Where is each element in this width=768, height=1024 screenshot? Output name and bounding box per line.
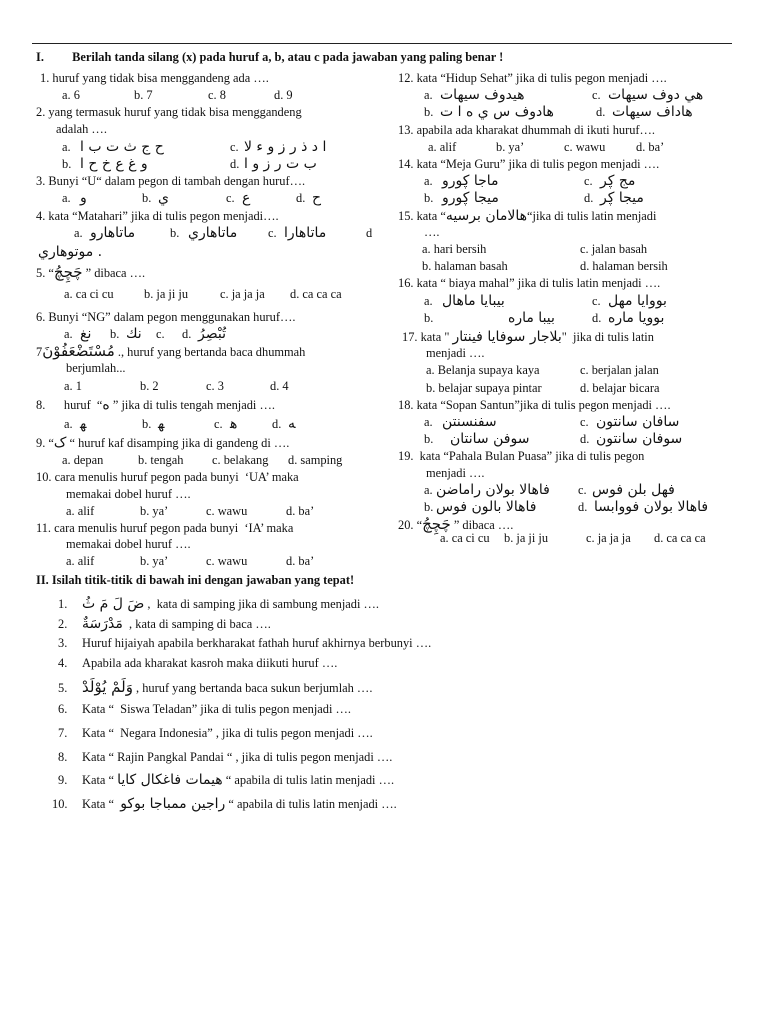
question-15 [398,208,734,275]
option-c-arabic: سافان سانتون [596,414,680,431]
option-c-label: c. [230,139,239,154]
question-7-arabic: مُسْتَضْعَفُوْنَ [42,342,115,361]
option-a-label: a. [62,191,71,206]
option-c: c. 3 [206,379,224,394]
question-20-pre: 20. “ [398,518,423,533]
option-b: b. ya’ [140,503,169,518]
question-5-pre: 5. “ [36,266,54,281]
option-d-label: d. [580,432,590,447]
question-19-text-2: menjadi …. [426,465,485,480]
option-a: a. alif [66,554,95,569]
question-15-text-2: …. [424,224,440,239]
option-a-arabic: بيبايا ماهال [442,292,505,309]
question-11-text: 11. cara menulis huruf pegon pada bunyi ‘IA’ maka [36,521,294,536]
item-text: , huruf yang bertanda baca sukun berjumlah …. [132,681,373,695]
essay-item-3 [58,636,738,656]
option-a: a. alif [66,503,95,518]
option-c: c. belakang [212,453,269,468]
option-d-label: d [366,225,373,240]
option-c-label: c. [578,482,587,497]
option-c-label: c. [592,88,601,103]
question-13 [398,122,734,155]
item-pre: Kata “ [82,773,118,787]
option-a-arabic: فاهالا بولان راماضن [436,481,550,498]
option-a: a. ca ci cu [440,531,490,546]
question-10 [36,469,376,519]
item-text: Apabila ada kharakat kasroh maka diikuti huruf …. [82,656,338,670]
option-a: a. ca ci cu [64,287,114,302]
option-a-arabic: و [80,190,87,207]
right-column [398,70,734,548]
option-b-label: b. [110,326,120,341]
option-d-arabic: ح [312,190,322,207]
option-a-label: a. [62,139,71,154]
item-number: 6. [58,702,68,716]
item-number: 8. [58,750,68,764]
option-b-label: b. [424,432,434,447]
question-17-pre: 17. kata " [402,330,453,345]
option-b: b. 7 [134,88,153,103]
item-number: 3. [58,636,68,650]
option-c: c. berjalan jalan [580,363,659,378]
item-text: Kata “ Negara Indonesia” , jika di tulis pegon menjadi …. [82,726,373,740]
option-d-arabic: سوفان سانتون [596,431,683,448]
question-13-text: 13. apabila ada kharakat dhummah di ikuti huruf…. [398,122,656,137]
question-20-arabic: چَچِچُ [422,515,451,534]
item-number: 2. [58,617,68,631]
option-c: c. wawu [564,139,606,154]
option-b: b. tengah [138,453,184,468]
option-b-arabic: فاهالا بالون فوس [436,499,537,516]
essay-item-2 [58,616,738,636]
question-7-text-2: berjumlah... [66,361,126,376]
option-d-label: d. [230,157,240,172]
option-a-label: a. [64,326,73,341]
option-b-label: b. [424,105,434,120]
option-d: d. belajar bicara [580,380,660,395]
option-d-arabic: موتوهاري . [38,244,103,261]
question-5-post: ” dibaca …. [82,266,146,281]
essay-item-10 [52,796,738,820]
left-column [36,70,376,571]
option-b-label: b. [142,191,152,206]
option-d: d. samping [288,453,343,468]
option-c-arabic: فهل بلن فوس [592,481,675,498]
option-b: b. ya’ [496,139,525,154]
item-text: Huruf hijaiyah apabila berkharakat fathah huruf akhirnya berbunyi …. [82,636,432,650]
question-11 [36,520,376,570]
option-a: a. depan [62,453,104,468]
essay-item-5 [58,678,738,702]
section-1-header [36,50,503,65]
option-d-arabic: ب ت ر ز و ا [244,156,317,173]
item-text: , kata di samping di baca …. [122,617,271,631]
essay-item-1 [58,596,738,616]
option-a-arabic: هيدوف سيهات [440,87,525,104]
option-b-arabic: ﻬ [158,415,165,432]
option-a: a. Belanja supaya kaya [426,363,540,378]
essay-item-4 [58,656,738,678]
option-d-arabic: هاداف سيهات [612,104,693,121]
option-b-label: b. [62,157,72,172]
question-2-text-2: adalah …. [56,121,107,136]
question-10-text-2: memakai dobel huruf …. [66,486,191,501]
essay-item-8 [58,750,738,772]
question-12-text: 12. kata “Hidup Sehat” jika di tulis pegon menjadi …. [398,71,667,85]
question-18-text: 18. kata “Sopan Santun”jika di tulis pegon menjadi …. [398,397,671,412]
option-c-label: c. [156,326,165,341]
option-b-arabic: ماتاهاري [188,224,238,241]
option-a: a. alif [428,139,457,154]
item-arabic: هيمات فاغكال كايا [117,772,223,788]
option-a-label: a. [64,416,73,431]
option-d-label: d. [596,105,606,120]
option-d-label: d. [182,326,192,341]
option-c-label: c. [214,416,223,431]
option-c-label: c. [580,415,589,430]
option-d-label: d. [578,500,588,515]
question-2-text: 2. yang termasuk huruf yang tidak bisa menggandeng [36,105,302,120]
option-b: b. ya’ [140,554,169,569]
question-9-pre: 9. “ [36,436,54,451]
essay-item-6 [58,702,738,726]
option-b-arabic: هادوف س ي ه ا ت [440,104,554,121]
essay-item-9 [58,772,738,796]
option-b-arabic: ي [158,190,169,207]
option-d: d. 4 [270,379,289,394]
option-d-label: d. [592,310,602,325]
question-9-post: “ huruf kaf disamping jika di gandeng di …. [66,436,290,451]
question-20-post: ” dibaca …. [450,518,514,533]
question-9 [36,435,376,468]
option-c-arabic: ماتاهارا [284,224,327,241]
option-b-arabic: نك [126,325,142,342]
question-5 [36,264,376,302]
question-19-text: 19. kata “Pahala Bulan Puasa” jika di tulis pegon [398,449,645,464]
question-3-text: 3. Bunyi “U“ dalam pegon di tambah dengan huruf…. [36,174,306,189]
option-c-arabic: ﻫ [230,415,238,432]
option-b: b. halaman basah [422,259,508,274]
option-a-label: a. [424,174,433,189]
option-d: d. ba’ [286,554,315,569]
question-16-text: 16. kata “ biaya mahal” jika di tulis latin menjadi …. [398,276,661,291]
question-2 [36,104,376,172]
option-c: c. ja ja ja [220,287,265,302]
option-b-label: b. [424,500,434,515]
top-rule [32,43,732,44]
question-15-post: “jika di tulis latin menjadi [527,208,657,223]
question-17-arabic: بلاجار سوفايا فينتار [452,329,562,346]
option-a-label: a. [424,293,433,308]
option-b-label: b. [424,310,434,325]
option-a-label: a. [424,88,433,103]
option-d: d. ca ca ca [654,531,706,546]
question-1 [36,70,376,103]
option-c-label: c. [584,174,593,189]
option-b: b. ja ji ju [504,531,549,546]
question-4-text: 4. kata “Matahari” jika di tulis pegon menjadi…. [36,208,279,223]
question-6 [36,309,376,342]
question-20 [398,516,734,546]
item-number: 7. [58,726,68,740]
question-18 [398,397,734,448]
option-d: d. halaman bersih [580,259,668,274]
question-16 [398,275,734,326]
item-number: 10. [52,797,68,811]
option-d: d. ca ca ca [290,287,342,302]
option-a-arabic: ح ج ث ت ب ا [80,138,164,155]
option-c-arabic: هي دوف سيهات [608,87,704,104]
item-text: “ apabila di tulis latin menjadi …. [222,773,395,787]
question-12 [398,70,734,121]
item-arabic: مَدْرَسَةٌ [82,616,123,632]
item-text: “ apabila di tulis latin menjadi …. [225,797,397,811]
option-c-arabic: بووايا مهل [608,292,667,309]
question-19 [398,448,734,515]
option-c-arabic: ع [242,190,251,207]
item-number: 4. [58,656,68,670]
option-d-arabic: فاهالا بولان فووابسا [594,499,709,516]
question-8-pre: 8. huruf “ [36,397,103,412]
section-1-roman: I. [36,50,44,64]
option-a-arabic: سفنسنتن [442,414,497,431]
option-a-arabic: ماجا ڮورو [442,173,499,190]
option-b-label: b. [424,191,434,206]
option-c-label: c. [268,225,277,240]
question-7 [36,343,376,395]
option-b-label: b. [142,416,152,431]
option-b-arabic: سوفن سانتان [450,431,530,448]
item-text: Kata “ Rajin Pangkal Pandai “ , jika di tulis pegon menjadi …. [82,750,393,764]
option-a: a. 1 [64,379,82,394]
option-c-arabic: مج ڮر [600,173,636,190]
option-d: d. 9 [274,88,293,103]
option-c: c. 8 [208,88,226,103]
item-number: 9. [58,773,68,787]
item-pre: Kata “ [82,797,121,811]
option-d-arabic: تُبْصِرُ [198,325,226,342]
question-17-text-2: menjadi …. [426,346,485,361]
option-a-label: a. [424,415,433,430]
question-6-text: 6. Bunyi “NG” dalam pegon menggunakan huruf…. [36,309,296,324]
option-a-arabic: ﻬ [80,415,87,432]
option-b: b. belajar supaya pintar [426,380,542,395]
option-c-label: c. [592,293,601,308]
option-b-arabic: بيبا ماره [508,309,555,326]
question-10-text: 10. cara menulis huruf pegon pada bunyi ‘UA’ maka [36,470,299,485]
item-text: , kata di samping jika di sambung menjadi …. [144,597,379,611]
option-d: d. ba’ [286,503,315,518]
item-arabic: وَلَمْ يُوْلَدْ [82,678,133,696]
option-d-label: d. [584,191,594,206]
option-a-label: a. [424,482,433,497]
question-8-arabic: ه [102,396,110,413]
question-8 [36,397,376,432]
question-15-pre: 15. kata “ [398,208,446,223]
section-1-instruction: Berilah tanda silang (x) pada huruf a, b, atau c pada jawaban yang paling benar ! [72,50,504,64]
essay-item-7 [58,726,738,750]
option-c-arabic: ا د ذ ر ز و ء لا [244,138,327,155]
question-3 [36,173,376,206]
essay-list [52,596,738,820]
option-b: b. ja ji ju [144,287,189,302]
question-11-text-2: memakai dobel huruf …. [66,537,191,552]
question-7-post: ., huruf yang bertanda baca dhummah [114,345,306,360]
option-d-arabic: ﻪ [288,415,296,432]
item-number: 1. [58,597,68,611]
option-a-label: a. [74,225,83,240]
item-text: Kata “ Siswa Teladan” jika di tulis pegon menjadi …. [82,702,352,716]
question-17 [398,329,734,396]
item-number: 5. [58,681,68,695]
option-d-label: d. [296,191,306,206]
question-17-post: " jika di tulis latin [561,330,654,345]
question-14 [398,156,734,207]
question-14-text: 14. kata “Meja Guru” jika di tulis pegon menjadi …. [398,157,660,172]
option-b-label: b. [170,225,180,240]
question-8-post: ” jika di tulis tengah menjadi …. [109,397,275,412]
question-9-arabic: ک [53,435,67,452]
question-7-pre: 7 [36,345,43,360]
option-b-arabic: و غ ع خ ح ا [80,156,148,173]
option-d: d. ba’ [636,139,665,154]
option-b-arabic: ميجا ڮورو [442,190,499,207]
option-a-arabic: نغ [80,325,92,342]
item-arabic: ضَ لَ مَ ثُ [82,596,145,612]
section-2-title: II. Isilah titik-titik di bawah ini dengan jawaban yang tepat! [36,573,355,587]
option-c: c. jalan basah [580,242,648,257]
question-5-arabic: چَچِچُ [53,263,83,282]
item-arabic: راجين ممباجا بوكو [120,796,226,812]
option-b: b. 2 [140,379,159,394]
option-c: c. ja ja ja [586,531,631,546]
option-d-label: d. [272,416,282,431]
question-15-arabic: هالامان برسيه [445,207,528,224]
option-c-label: c. [226,191,235,206]
option-a-arabic: ماتاهارو [90,224,136,241]
question-4 [36,208,376,261]
option-c: c. wawu [206,554,248,569]
option-c: c. wawu [206,503,248,518]
option-d-arabic: ميجا ڮر [600,190,644,207]
option-a: a. hari bersih [422,242,487,257]
option-d-arabic: بوويا ماره [608,309,665,326]
question-1-text: 1. huruf yang tidak bisa menggandeng ada …. [40,71,269,85]
option-a: a. 6 [62,88,80,103]
